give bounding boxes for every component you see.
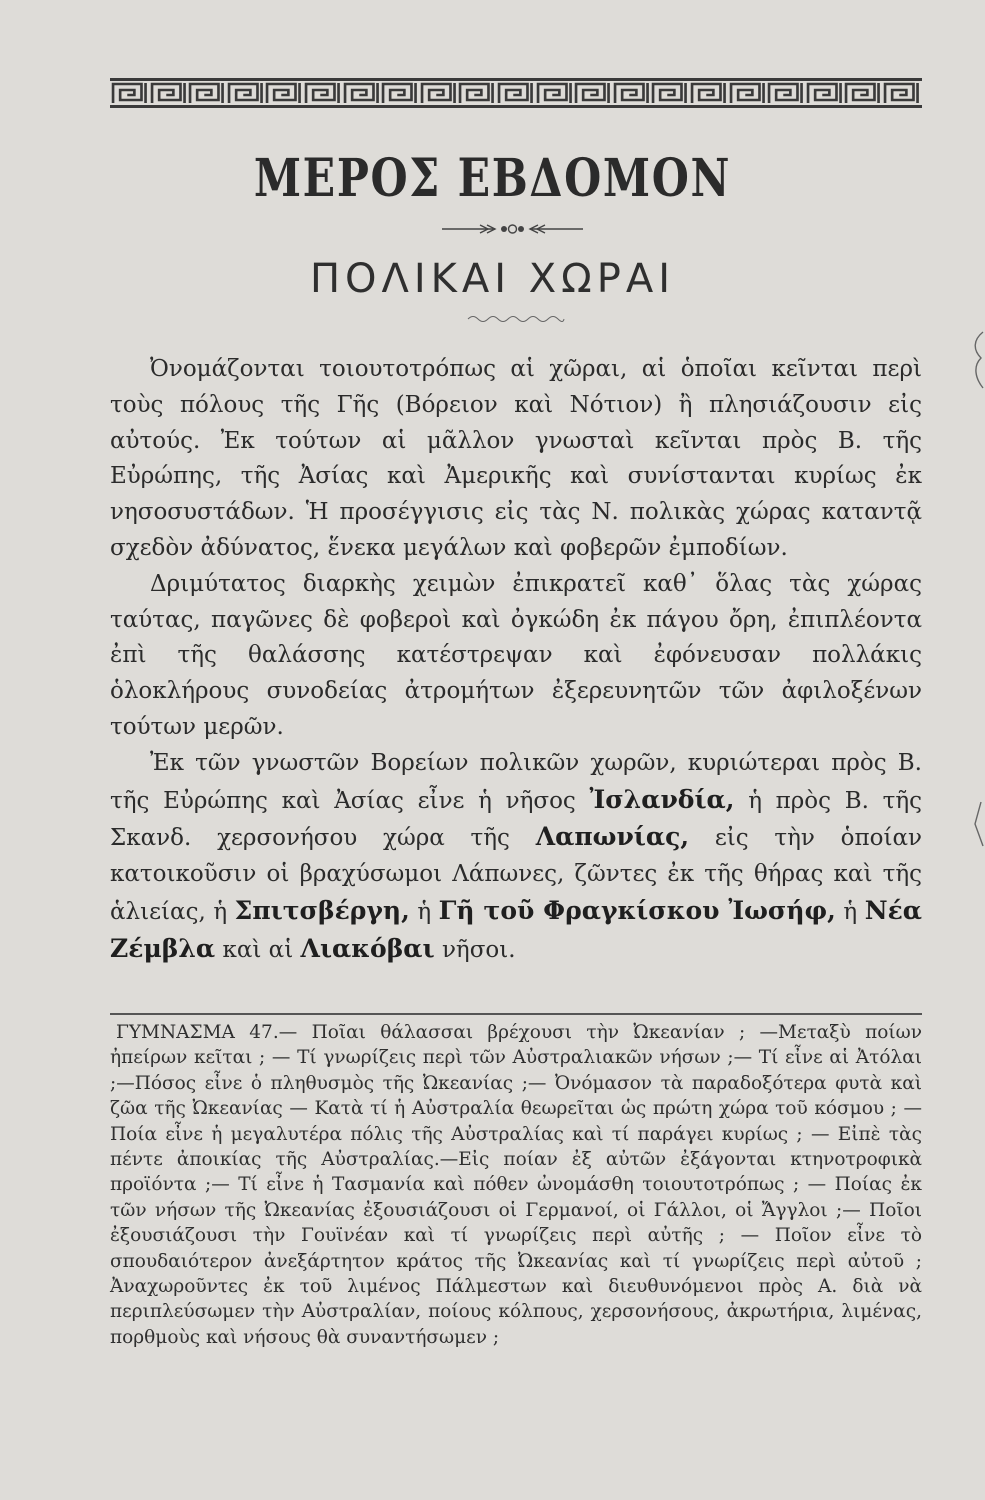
greek-key-unit [728,81,767,105]
greek-key-unit [149,81,188,105]
greek-key-unit [419,81,458,105]
place-name-bold: Γῆ τοῦ Φραγκίσκου Ἰωσήφ, [438,895,836,925]
margin-tick-mark [955,800,985,850]
paragraph-3-part: ἡ πρὸς Β. τῆς Σκανδ. χερσονήσου χώρα τῆς [110,787,923,852]
greek-key-unit [882,81,921,105]
main-text [110,352,922,969]
greek-key-unit [689,81,728,105]
greek-key-unit [187,81,226,105]
greek-key-unit [805,81,844,105]
greek-key-unit [612,81,651,105]
paragraph-2: Δριμύτατος διαρκὴς χειμὼν ἐπικρατεῖ καθ᾽ ὅλας τὰς χώρας ταύτας, παγῶνες δὲ φοβεροὶ καὶ ὀγκώδη ἐκ πάγου ὄρη, ἐπιπλέοντα ἐπὶ τῆς θαλάσσης κατέστρεψαν καὶ ἐφόνευσαν πολλάκις ὁλοκλήρους συνοδείας ἀτρομήτων ἐξερευνητῶν τῶν ἀφιλοξένων τούτων μερῶν. [110,570,922,740]
greek-key-unit [650,81,689,105]
greek-key-unit [303,81,342,105]
paragraph-3-part: καὶ αἱ [222,936,294,963]
greek-key-unit [110,81,149,105]
greek-key-unit [457,81,496,105]
wave-ornament [466,314,566,324]
greek-key-unit [843,81,882,105]
place-name-bold: Λαπωνίας, [535,822,690,852]
place-name-bold: Λιακόβαι [300,933,435,963]
part-title: ΜΕΡΟΣ ΕΒΔΟΜΟΝ [253,148,732,209]
exercise-text: ΓΥΜΝΑΣΜΑ 47.— Ποῖαι θάλασσαι βρέχουσι τὴν Ὠκεανίαν ; —Μεταξὺ ποίων ἠπείρων κεῖται ; — Τί γνωρίζεις περὶ τῶν Αὐστραλιακῶν νήσων ;— Τί εἶνε αἱ Ἀτόλαι ;—Πόσος εἶνε ὁ πληθυσμὸς τῆς Ὠκεανίας ;— Ὀνόμασον τὰ παραδοξότερα φυτὰ καὶ ζῶα τῆς Ὠκεανίας — Κατὰ τί ἡ Αὐστραλία θεωρεῖται ὡς πρώτη χώρα τοῦ κόσμου ; — Ποία εἶνε ἡ μεγαλυτέρα πόλις τῆς Αὐστραλίας καὶ τί παράγει κυρίως ; — Εἰπὲ τὰς πέντε ἀποικίας τῆς Αὐστραλίας.—Εἰς ποίαν ἐξ αὐτῶν ἐξάγονται κτηνοτροφικὰ προϊόντα ;— Τί εἶνε ἡ Τασμανία καὶ πόθεν ὠνομάσθη τοιουτοτρόπως ; — Ποίας ἐκ τῶν νήσων τῆς Ὠκεανίας ἐξουσιάζουσι οἱ Γερμανοί, οἱ Γάλλοι, οἱ Ἄγγλοι ;— Ποῖοι ἐξουσιάζουσι τὴν Γουϊνέαν καὶ τί γνωρίζεις περὶ αὐτῆς ; — Ποῖον εἶνε τὸ σπουδαιότερον ἀνεξάρτητον κράτος τῆς Ὠκεανίας καὶ τί γνωρίζεις περὶ αὐτοῦ ; Ἀναχωροῦντες ἐκ τοῦ λιμένος Πάλμεστων καὶ διευθυνόμενοι πρὸς Α. διὰ νὰ περιπλεύσωμεν τὴν Αὐστραλίαν, ποίους κόλπους, χερσονήσους, ἀκρωτήρια, λιμένας, πορθμοὺς καὶ νήσους θὰ συναντήσωμεν ; [110,1022,922,1348]
paragraph-3-part: Ἐκ τῶν γνωστῶν Βορείων πολικῶν χωρῶν, κυριώτεραι πρὸς Β. τῆς Εὐρώπης καὶ Ἀσίας εἶνε ἡ νῆσος [110,749,922,814]
paragraph-3-part: νῆσοι. [441,936,516,963]
exercise-block [110,1020,922,1350]
place-name-bold: Σπιτσβέργη, [234,895,410,925]
greek-key-unit [535,81,574,105]
greek-key-border [110,78,922,108]
place-name-bold: Νέα Ζέμβλα [110,895,923,963]
paragraph-3 [110,746,922,969]
greek-key-unit [342,81,381,105]
margin-bracket-mark [955,330,985,390]
paragraph-3-part: ἡ [417,898,432,925]
section-divider [110,1013,922,1015]
paragraph-3-part: εἰς τὴν ὁποίαν κατοικοῦσιν οἱ βραχύσωμοι Λάπωνες, ζῶντες ἐκ τῆς θήρας καὶ τῆς ἁλιείας, ἡ [110,825,922,925]
greek-key-unit [766,81,805,105]
paragraph-3-part: ἡ [843,898,858,925]
title-ornament [440,222,585,236]
greek-key-unit [264,81,303,105]
greek-key-unit [496,81,535,105]
greek-key-unit [573,81,612,105]
greek-key-unit [226,81,265,105]
chapter-title: ΠΟΛΙΚΑΙ ΧΩΡΑΙ [309,256,676,302]
paragraph-1: Ὀνομάζονται τοιουτοτρόπως αἱ χῶραι, αἱ ὁποῖαι κεῖνται περὶ τοὺς πόλους τῆς Γῆς (Βόρειον καὶ Νότιον) ἢ πλησιάζουσιν εἰς αὐτούς. Ἐκ τούτων αἱ μᾶλλον γνωσταὶ κεῖνται πρὸς Β. τῆς Εὐρώπης, τῆς Ἀσίας καὶ Ἀμερικῆς καὶ συνίστανται κυρίως ἐκ νησοσυστάδων. Ἡ προσέγγισις εἰς τὰς Ν. πολικὰς χώρας καταντᾷ σχεδὸν ἀδύνατος, ἕνεκα μεγάλων καὶ φοβερῶν ἐμποδίων. [110,356,922,561]
greek-key-unit [380,81,419,105]
place-name-bold: Ἰσλανδία, [589,784,735,814]
